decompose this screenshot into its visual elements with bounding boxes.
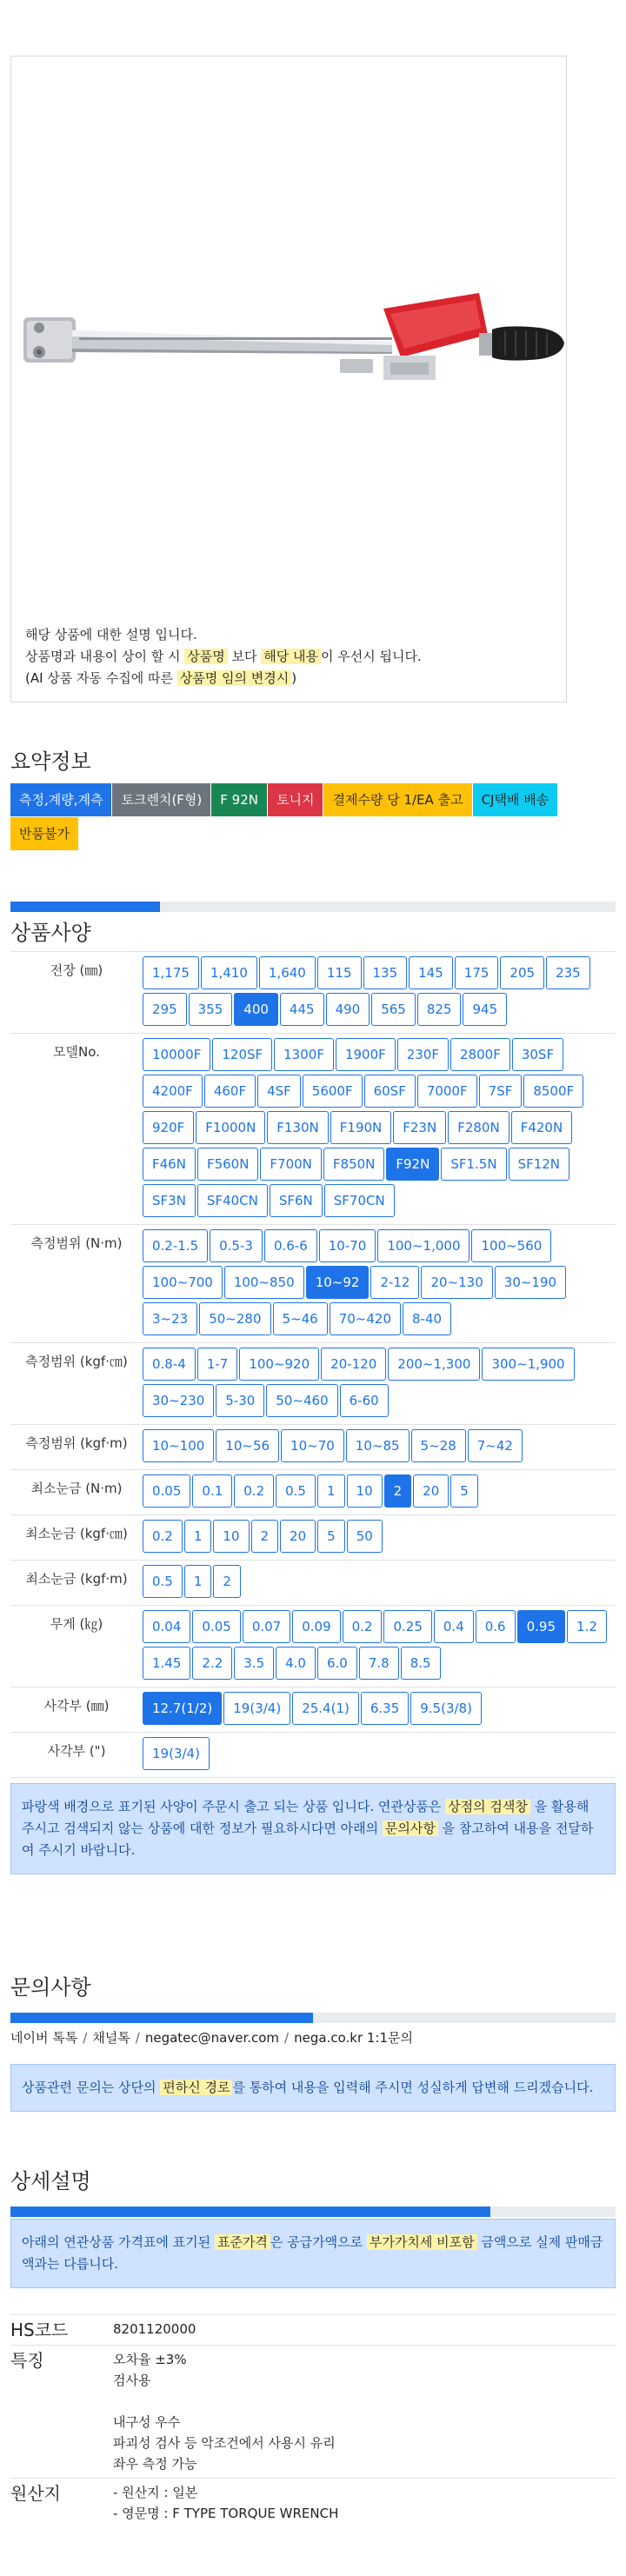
spec-option-selected[interactable]: 400 — [234, 993, 278, 1026]
spec-option[interactable]: 0.25 — [383, 1610, 431, 1643]
detail-notice: 아래의 연관상품 가격표에 표기된 표준가격 은 공급가액으로 부가가치세 비포함 금액으로 실제 판매금액과는 다릅니다. — [10, 2219, 616, 2288]
spec-option[interactable]: 4.0 — [276, 1647, 316, 1680]
spec-option[interactable]: 2 — [251, 1520, 279, 1553]
spec-options — [143, 1515, 616, 1560]
spec-option[interactable]: SF6N — [270, 1184, 323, 1217]
spec-option[interactable]: 1 — [317, 1474, 345, 1508]
origin-label: 원산지 — [10, 2479, 113, 2528]
spec-option[interactable]: F190N — [330, 1111, 391, 1144]
spec-option[interactable]: 10-70 — [319, 1229, 376, 1262]
spec-option[interactable]: 0.5 — [143, 1565, 183, 1598]
spec-option[interactable]: 0.05 — [192, 1610, 240, 1643]
spec-option[interactable]: 2800F — [450, 1038, 510, 1071]
spec-option[interactable]: 0.2-1.5 — [143, 1229, 208, 1262]
product-description — [25, 624, 422, 689]
spec-option[interactable]: 1,410 — [201, 956, 257, 989]
spec-option[interactable]: 10~100 — [143, 1429, 214, 1462]
spec-option-selected[interactable]: 10~92 — [306, 1266, 370, 1299]
spec-row — [10, 1687, 616, 1733]
spec-option[interactable]: F280N — [448, 1111, 509, 1144]
highlight-search-box: 상점의 검색창 — [445, 1799, 530, 1814]
spec-option[interactable]: 6.35 — [361, 1692, 409, 1725]
spec-option[interactable]: 355 — [189, 993, 233, 1026]
highlight-convenient-route: 편하신 경로 — [160, 2080, 232, 2095]
torque-wrench-image — [18, 283, 566, 413]
spec-option[interactable]: 945 — [463, 993, 507, 1026]
spec-option[interactable]: 10~56 — [216, 1429, 279, 1462]
spec-option[interactable]: 100~700 — [143, 1266, 223, 1299]
spec-option[interactable]: 175 — [455, 956, 499, 989]
spec-option[interactable]: 6-60 — [340, 1384, 389, 1417]
spec-option[interactable]: 7.8 — [359, 1647, 399, 1680]
spec-option[interactable]: SF3N — [143, 1184, 196, 1217]
spec-options — [143, 1343, 616, 1424]
spec-option[interactable]: 445 — [280, 993, 324, 1026]
spec-option[interactable]: 30~230 — [143, 1384, 214, 1417]
inquiry-notice: 상품관련 문의는 상단의 편하신 경로 를 통하여 내용을 입력해 주시면 성실하게 답변해 드리겠습니다. — [10, 2064, 616, 2112]
spec-option[interactable]: 5 — [317, 1520, 345, 1553]
feature-item: 오차율 ±3% — [113, 2352, 187, 2367]
spec-options — [143, 1606, 616, 1687]
spec-options — [143, 1561, 616, 1605]
spec-row-label: 사각부 (") — [47, 1743, 106, 1759]
origin-value: - 원산지 : 일본 - 영문명 : F TYPE TORQUE WRENCH — [113, 2479, 616, 2528]
spec-option[interactable]: 10~70 — [281, 1429, 344, 1462]
detail-section-bar — [10, 2207, 616, 2217]
spec-option[interactable]: 7SF — [479, 1075, 523, 1108]
spec-option[interactable]: 145 — [409, 956, 453, 989]
spec-options — [143, 1733, 616, 1777]
spec-option[interactable]: 0.2 — [234, 1474, 274, 1508]
spec-option[interactable]: 20-120 — [321, 1348, 386, 1381]
spec-option[interactable]: 19(3/4) — [143, 1737, 210, 1770]
summary-tag: 토크렌치(F형) — [112, 783, 210, 816]
spec-option[interactable]: 30~190 — [495, 1266, 566, 1299]
feature-item: 내구성 우수 — [113, 2414, 181, 2430]
summary-tag: 측정,계량,계측 — [10, 783, 111, 816]
site-inquiry-link[interactable]: nega.co.kr 1:1문의 — [294, 2030, 413, 2046]
spec-option[interactable]: 5600F — [303, 1075, 363, 1108]
spec-row — [10, 1425, 616, 1470]
spec-row — [10, 952, 616, 1034]
spec-table — [10, 951, 616, 1778]
summary-title: 요약정보 — [10, 749, 91, 774]
spec-option[interactable]: 200~1,300 — [388, 1348, 480, 1381]
highlight-inquiry: 문의사항 — [383, 1821, 438, 1836]
spec-option[interactable]: 0.07 — [243, 1610, 290, 1643]
naver-talk-link[interactable]: 네이버 톡톡 — [10, 2030, 78, 2046]
spec-row — [10, 1343, 616, 1425]
spec-option[interactable]: 70~420 — [330, 1302, 401, 1335]
spec-option[interactable]: F46N — [143, 1148, 196, 1181]
desc-line-2: 상품명과 내용이 상이 할 시 상품명 보다 해당 내용 이 우선시 됩니다. — [25, 649, 422, 664]
spec-option[interactable]: 1 — [184, 1565, 212, 1598]
spec-option[interactable]: 135 — [363, 956, 408, 989]
inquiry-links: 네이버 톡톡 / 채널톡 / negatec@naver.com / nega.co.kr 1:1문의 — [10, 2030, 413, 2046]
spec-option[interactable]: F23N — [393, 1111, 446, 1144]
feature-item: 검사용 — [113, 2373, 151, 2388]
detail-info-table — [10, 2314, 616, 2527]
spec-option[interactable]: SF40CN — [197, 1184, 268, 1217]
spec-option[interactable]: SF1.5N — [441, 1148, 506, 1181]
summary-tag: 반품불가 — [10, 817, 78, 850]
feature-list — [113, 2346, 616, 2479]
spec-row-label: 측정범위 (kgf·㎝) — [25, 1354, 128, 1369]
spec-option[interactable]: 20~130 — [421, 1266, 492, 1299]
spec-option[interactable]: 50~460 — [266, 1384, 337, 1417]
spec-option[interactable]: 4SF — [257, 1075, 301, 1108]
spec-option[interactable]: 2.2 — [192, 1647, 232, 1680]
spec-row-label: 사각부 (㎜) — [43, 1698, 110, 1714]
spec-option[interactable]: F420N — [511, 1111, 572, 1144]
spec-option-selected[interactable]: 2 — [384, 1474, 412, 1508]
spec-row-label: 전장 (㎜) — [50, 962, 103, 978]
spec-option[interactable]: 8500F — [523, 1075, 583, 1108]
spec-options — [143, 1425, 616, 1469]
spec-option[interactable]: F130N — [267, 1111, 328, 1144]
spec-row — [10, 1606, 616, 1687]
spec-option-selected[interactable]: F92N — [386, 1148, 439, 1181]
spec-option[interactable]: 10~85 — [346, 1429, 410, 1462]
spec-option[interactable]: 50~280 — [199, 1302, 270, 1335]
spec-option[interactable]: 3.5 — [234, 1647, 274, 1680]
spec-option[interactable]: 1,640 — [259, 956, 316, 989]
spec-option[interactable]: 490 — [326, 993, 370, 1026]
spec-option[interactable]: 10000F — [143, 1038, 210, 1071]
spec-option[interactable]: 5 — [450, 1474, 478, 1508]
feature-label: 특징 — [10, 2346, 113, 2479]
feature-item: 파괴성 검사 등 악조건에서 사용시 유리 — [113, 2435, 336, 2451]
hs-code-row — [10, 2315, 616, 2346]
spec-option[interactable]: 0.6-6 — [264, 1229, 317, 1262]
spec-option[interactable]: 1,175 — [143, 956, 199, 989]
product-image-box — [10, 56, 567, 702]
feature-item: 좌우 측정 가능 — [113, 2456, 197, 2472]
spec-option[interactable]: 0.1 — [192, 1474, 232, 1508]
hs-code-value: 8201120000 — [113, 2315, 616, 2346]
spec-option[interactable]: 0.2 — [143, 1520, 183, 1553]
spec-options — [143, 952, 616, 1033]
spec-option[interactable]: 20 — [280, 1520, 316, 1553]
spec-row-label: 측정범위 (N·m) — [30, 1235, 123, 1251]
spec-option-selected[interactable]: 12.7(1/2) — [143, 1692, 222, 1725]
spec-option[interactable]: 8.5 — [401, 1647, 441, 1680]
spec-option[interactable]: SF70CN — [324, 1184, 395, 1217]
spec-option[interactable]: 6.0 — [317, 1647, 357, 1680]
summary-tag: F 92N — [211, 783, 267, 816]
spec-option[interactable]: 1 — [184, 1520, 212, 1553]
spec-option[interactable]: 1300F — [274, 1038, 334, 1071]
inquiry-section-bar — [10, 2013, 616, 2023]
spec-option[interactable]: 1.45 — [143, 1647, 190, 1680]
spec-option[interactable]: 825 — [417, 993, 462, 1026]
summary-tag: CJ택배 배송 — [473, 783, 558, 816]
spec-options — [143, 1687, 616, 1732]
spec-option[interactable]: 5-30 — [216, 1384, 264, 1417]
spec-option[interactable]: F700N — [260, 1148, 321, 1181]
spec-option[interactable]: 0.09 — [292, 1610, 340, 1643]
highlight-standard-price: 표준가격 — [215, 2234, 270, 2250]
spec-option[interactable]: 50 — [347, 1520, 383, 1553]
highlight-name-change: 상품명 임의 변경시 — [177, 670, 291, 686]
highlight-product-name: 상품명 — [184, 649, 227, 664]
spec-row — [10, 1515, 616, 1561]
spec-row-label: 무게 (㎏) — [50, 1616, 103, 1632]
spec-options — [143, 1034, 616, 1224]
feature-item — [113, 2391, 616, 2412]
summary-tag: 토니지 — [268, 783, 323, 816]
feature-row — [10, 2346, 616, 2479]
spec-option[interactable]: 920F — [143, 1111, 194, 1144]
spec-option[interactable]: 1-7 — [197, 1348, 238, 1381]
spec-title: 상품사양 — [10, 921, 91, 945]
spec-option[interactable]: 120SF — [212, 1038, 272, 1071]
spec-option[interactable]: 460F — [204, 1075, 256, 1108]
spec-option[interactable]: 19(3/4) — [223, 1692, 290, 1725]
spec-option[interactable]: 300~1,900 — [482, 1348, 574, 1381]
spec-option[interactable]: 4200F — [143, 1075, 203, 1108]
spec-options — [143, 1470, 616, 1514]
spec-option[interactable]: 5~46 — [273, 1302, 328, 1335]
spec-option[interactable]: 1900F — [336, 1038, 396, 1071]
spec-option[interactable]: 0.6 — [476, 1610, 516, 1643]
hs-code-label: HS코드 — [10, 2315, 113, 2346]
spec-row — [10, 1733, 616, 1778]
spec-row-label: 최소눈금 (kgf·m) — [25, 1571, 128, 1587]
spec-option[interactable]: 565 — [371, 993, 416, 1026]
spec-row — [10, 1470, 616, 1515]
spec-row-label: 측정범위 (kgf·m) — [25, 1435, 128, 1451]
detail-title: 상세설명 — [10, 2169, 91, 2193]
spec-option[interactable]: 30SF — [512, 1038, 563, 1071]
spec-option[interactable]: 25.4(1) — [292, 1692, 359, 1725]
spec-row-label: 모델No. — [53, 1044, 100, 1060]
spec-option[interactable]: F1000N — [196, 1111, 265, 1144]
spec-option[interactable]: 295 — [143, 993, 187, 1026]
spec-option[interactable]: 60SF — [364, 1075, 416, 1108]
spec-option[interactable]: 100~920 — [239, 1348, 319, 1381]
desc-line-1: 해당 상품에 대한 설명 입니다. — [25, 627, 197, 642]
spec-options — [143, 1225, 616, 1342]
spec-option[interactable]: 20 — [413, 1474, 449, 1508]
spec-option[interactable]: 8-40 — [403, 1302, 451, 1335]
spec-option[interactable]: 115 — [317, 956, 362, 989]
spec-option[interactable]: 230F — [397, 1038, 449, 1071]
summary-tags — [10, 783, 619, 851]
desc-line-3: (AI 상품 자동 수집에 따른 상품명 임의 변경시 ) — [25, 670, 297, 686]
spec-option[interactable]: 0.8-4 — [143, 1348, 196, 1381]
spec-option[interactable]: 100~560 — [471, 1229, 551, 1262]
spec-option[interactable]: 0.5 — [276, 1474, 316, 1508]
spec-option[interactable]: 1.2 — [567, 1610, 607, 1643]
channel-talk-link[interactable]: 채널톡 — [92, 2030, 130, 2046]
spec-option[interactable]: 10 — [213, 1520, 249, 1553]
summary-tag: 결제수량 당 1/EA 출고 — [323, 783, 471, 816]
inquiry-title: 문의사항 — [10, 1975, 91, 2000]
spec-option[interactable]: 2-12 — [370, 1266, 419, 1299]
spec-option[interactable]: SF12N — [509, 1148, 569, 1181]
spec-option[interactable]: 10 — [347, 1474, 383, 1508]
spec-row — [10, 1561, 616, 1606]
spec-row — [10, 1225, 616, 1343]
spec-option[interactable]: 100~850 — [224, 1266, 304, 1299]
spec-option[interactable]: 235 — [546, 956, 590, 989]
spec-option[interactable]: 5~28 — [411, 1429, 466, 1462]
spec-option[interactable]: 0.05 — [143, 1474, 190, 1508]
email-link[interactable]: negatec@naver.com — [144, 2030, 280, 2046]
spec-option[interactable]: 0.5-3 — [210, 1229, 263, 1262]
spec-option[interactable]: 205 — [500, 956, 544, 989]
spec-option[interactable]: 0.2 — [343, 1610, 383, 1643]
spec-option[interactable]: F850N — [323, 1148, 384, 1181]
spec-option[interactable]: 100~1,000 — [377, 1229, 470, 1262]
spec-option[interactable]: 0.4 — [434, 1610, 474, 1643]
spec-row — [10, 1034, 616, 1225]
highlight-content: 해당 내용 — [261, 649, 321, 664]
spec-option[interactable]: 9.5(3/8) — [410, 1692, 482, 1725]
highlight-vat-excluded: 부가가치세 비포함 — [367, 2234, 477, 2250]
spec-row-label: 최소눈금 (N·m) — [30, 1481, 123, 1496]
spec-section-bar — [10, 902, 616, 912]
spec-option[interactable]: F560N — [197, 1148, 258, 1181]
spec-option[interactable]: 7000F — [417, 1075, 477, 1108]
spec-option-selected[interactable]: 0.95 — [517, 1610, 565, 1643]
spec-option[interactable]: 2 — [213, 1565, 241, 1598]
spec-option[interactable]: 7~42 — [468, 1429, 523, 1462]
spec-notice: 파랑색 배경으로 표기된 사양이 주문시 출고 되는 상품 입니다. 연관상품은 상점의 검색창 을 활용해 주시고 검색되지 않는 상품에 대한 정보가 필요하시다면 아래의 문의사항 을 참고하여 내용을 전달하여 주시기 바랍니다. — [10, 1783, 616, 1874]
spec-option[interactable]: 0.04 — [143, 1610, 190, 1643]
spec-row-label: 최소눈금 (kgf·㎝) — [25, 1526, 128, 1541]
spec-option[interactable]: 3~23 — [143, 1302, 197, 1335]
